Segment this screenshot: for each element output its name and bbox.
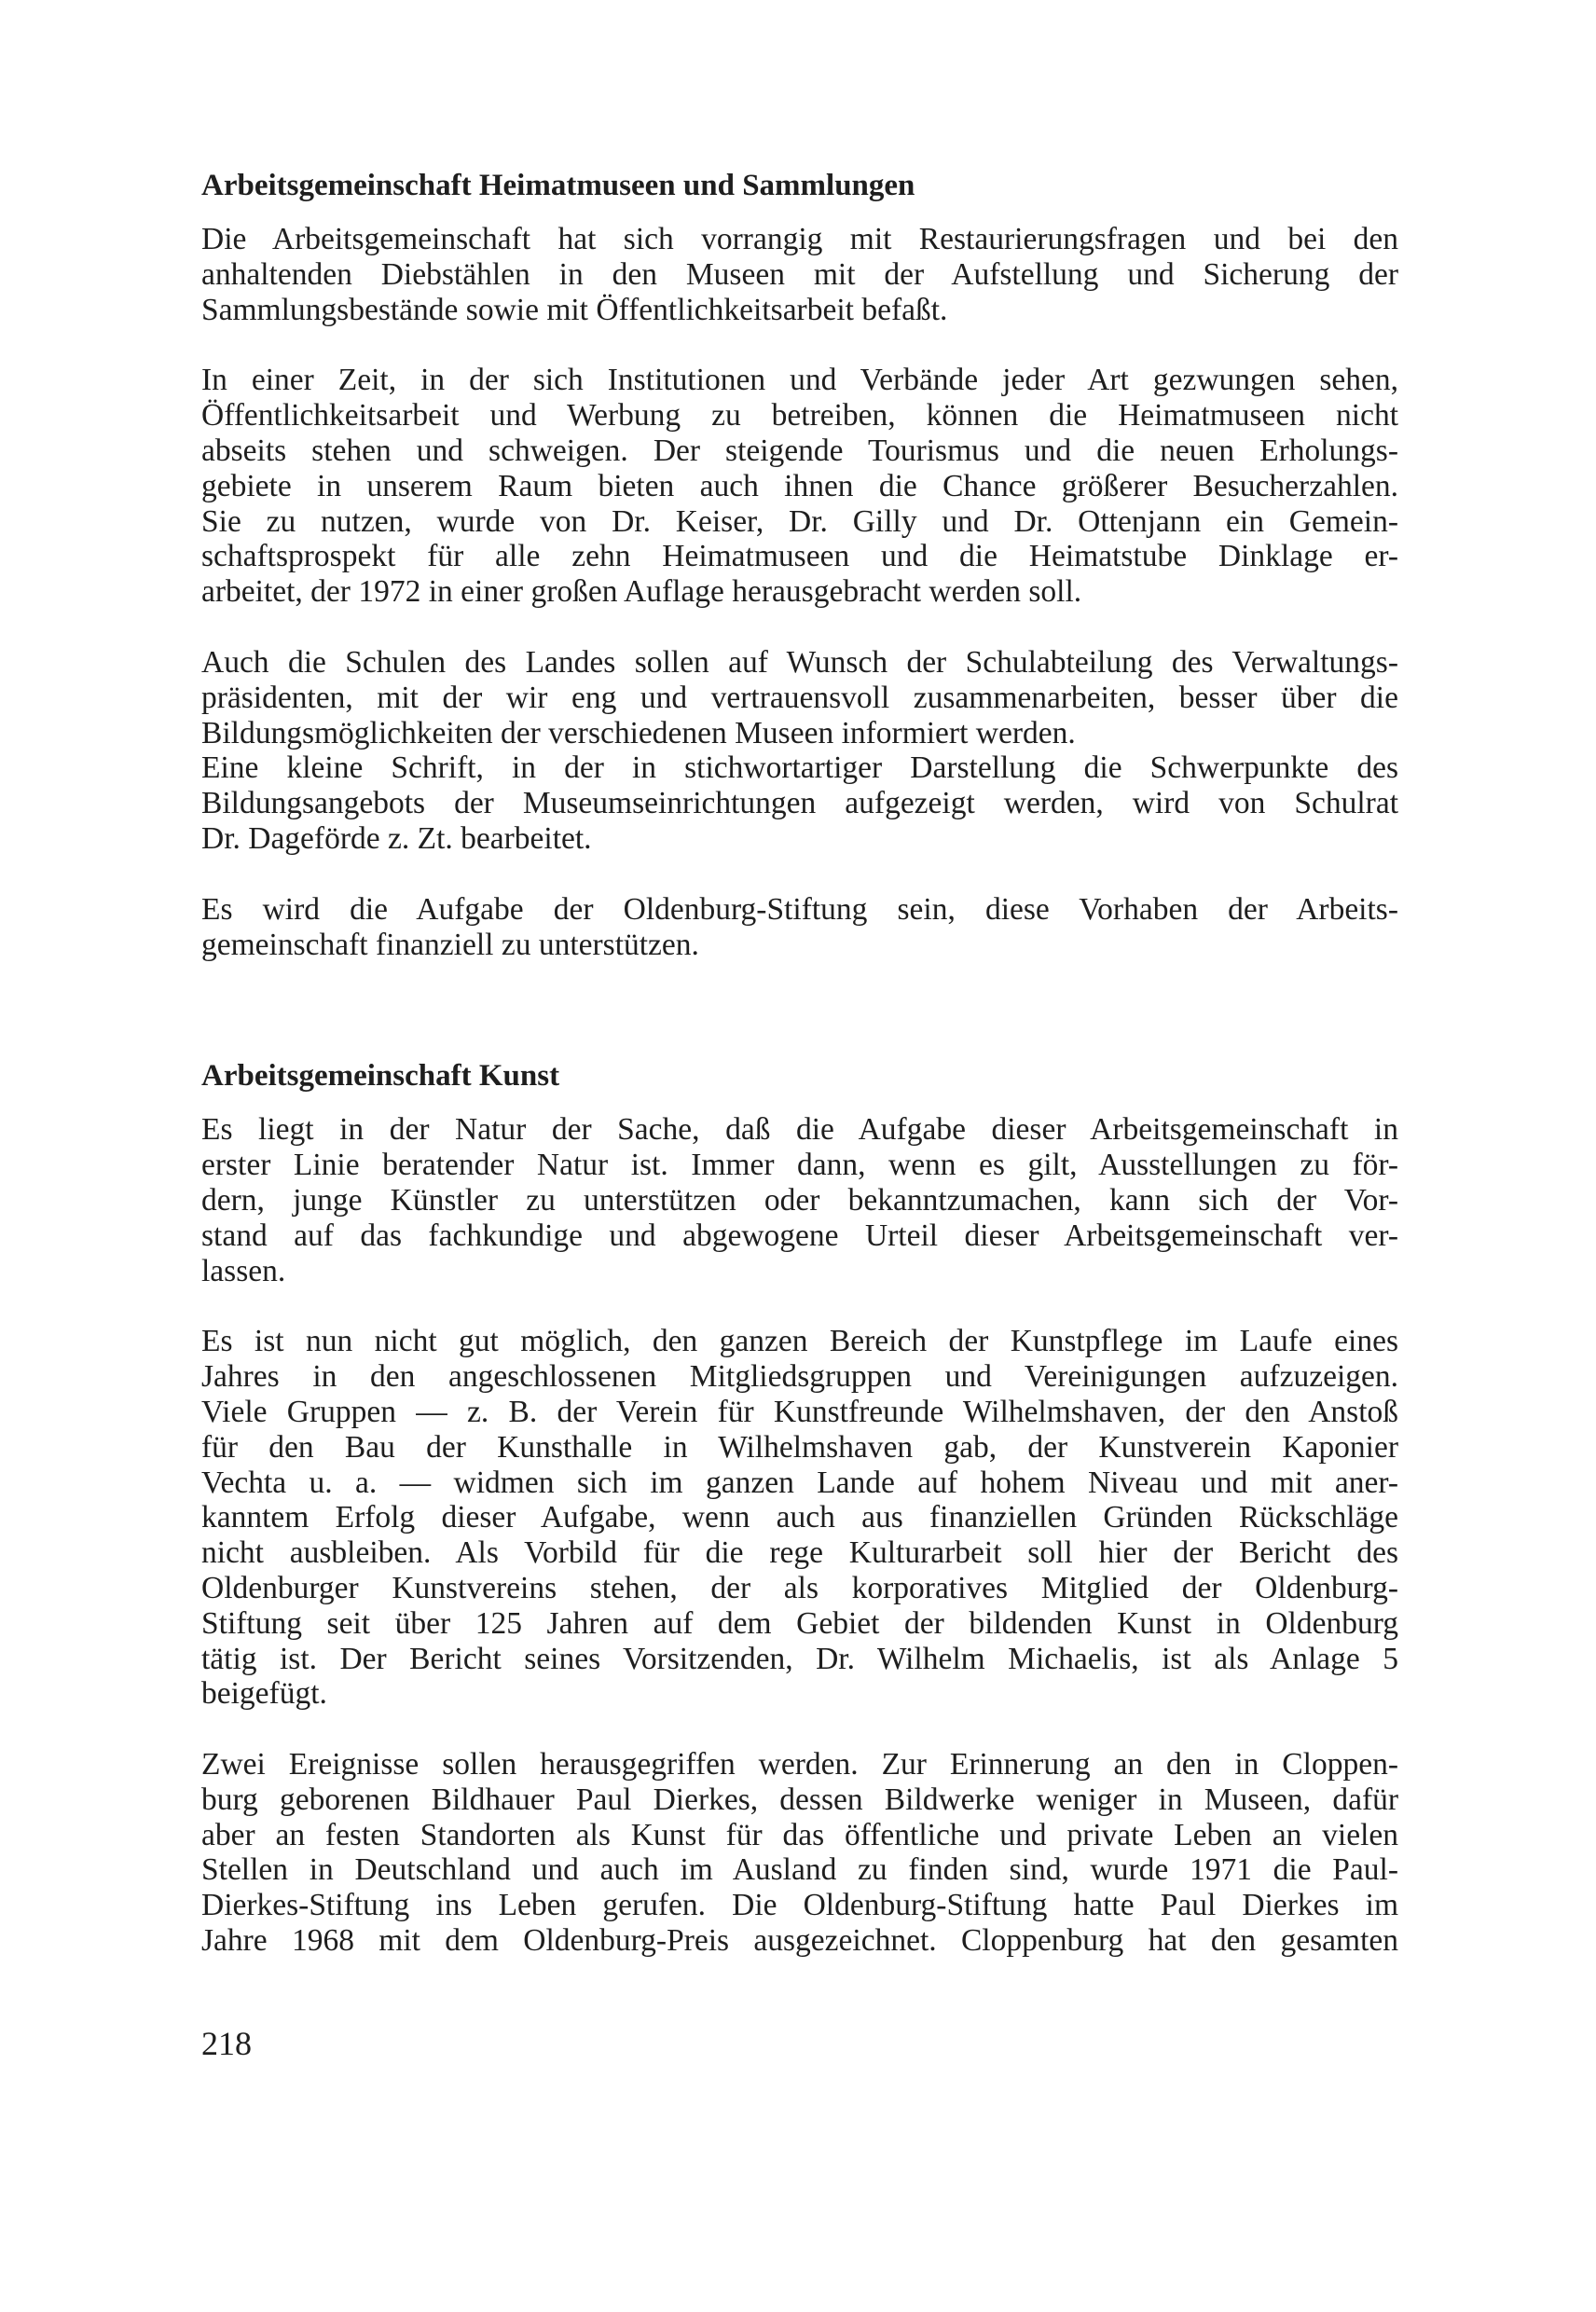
paragraph [201, 1747, 1398, 1959]
text-line: tätig ist. Der Bericht seines Vorsitzenden, Dr. Wilhelm Michaelis, ist als Anlage 5 [201, 1641, 1398, 1676]
text-line: Vechta u. a. — widmen sich im ganzen Lande auf hohem Niveau und mit aner- [201, 1465, 1398, 1500]
text-line: Bildungsmöglichkeiten der verschiedenen Museen informiert werden. [201, 715, 1076, 750]
text-line: Jahres in den angeschlossenen Mitgliedsgruppen und Vereinigungen aufzuzeigen. [201, 1359, 1398, 1395]
text-line: anhaltenden Diebstählen in den Museen mit der Aufstellung und Sicherung der [201, 256, 1398, 292]
text-line: Es liegt in der Natur der Sache, daß die Aufgabe dieser Arbeitsgemeinschaft in [201, 1112, 1398, 1148]
text-line: abseits stehen und schweigen. Der steigende Tourismus und die neuen Erholungs- [201, 433, 1398, 468]
paragraph [201, 222, 1398, 327]
text-line: aber an festen Standorten als Kunst für das öffentliche und private Leben an vielen [201, 1817, 1398, 1852]
text-line: arbeitet, der 1972 in einer großen Auflage herausgebracht werden soll. [201, 574, 1082, 610]
text-line: dern, junge Künstler zu unterstützen oder bekanntzumachen, kann sich der Vor- [201, 1182, 1398, 1218]
text-line: Stellen in Deutschland und auch im Ausland zu finden sind, wurde 1971 die Paul- [201, 1852, 1398, 1888]
paragraph [201, 645, 1398, 857]
paragraph [201, 1324, 1398, 1712]
text-line: stand auf das fachkundige und abgewogene Urteil dieser Arbeitsgemeinschaft ver- [201, 1218, 1398, 1253]
text-line: kanntem Erfolg dieser Aufgabe, wenn auch aus finanziellen Gründen Rückschläge [201, 1500, 1398, 1535]
paragraph [201, 363, 1398, 610]
text-line: beigefügt. [201, 1676, 327, 1712]
text-line: schaftsprospekt für alle zehn Heimatmuseen und die Heimatstube Dinklage er- [201, 539, 1398, 574]
paragraph [201, 892, 1398, 963]
text-column [201, 166, 1398, 1959]
text-line: Zwei Ereignisse sollen herausgegriffen werden. Zur Erinnerung an den in Cloppen- [201, 1747, 1398, 1782]
text-line: Es ist nun nicht gut möglich, den ganzen Bereich der Kunstpflege im Laufe eines [201, 1324, 1398, 1359]
text-line: Dr. Dageförde z. Zt. bearbeitet. [201, 820, 592, 856]
text-line: burg geborenen Bildhauer Paul Dierkes, dessen Bildwerke weniger in Museen, dafür [201, 1782, 1398, 1817]
text-line: für den Bau der Kunsthalle in Wilhelmshaven gab, der Kunstverein Kaponier [201, 1429, 1398, 1465]
text-line: nicht ausbleiben. Als Vorbild für die rege Kulturarbeit soll hier der Bericht des [201, 1535, 1398, 1571]
text-line: Stiftung seit über 125 Jahren auf dem Gebiet der bildenden Kunst in Oldenburg [201, 1605, 1398, 1641]
text-line: gebiete in unserem Raum bieten auch ihnen die Chance größerer Besucherzahlen. [201, 468, 1398, 503]
text-line: Oldenburger Kunstvereins stehen, der als korporatives Mitglied der Oldenburg- [201, 1570, 1398, 1605]
text-line: gemeinschaft finanziell zu unterstützen. [201, 927, 699, 962]
text-line: Viele Gruppen — z. B. der Verein für Kunstfreunde Wilhelmshaven, der den Anstoß [201, 1394, 1398, 1429]
text-line: Dierkes-Stiftung ins Leben gerufen. Die Oldenburg-Stiftung hatte Paul Dierkes im [201, 1888, 1398, 1923]
text-line: Öffentlichkeitsarbeit und Werbung zu betreiben, können die Heimatmuseen nicht [201, 398, 1398, 434]
text-line: Die Arbeitsgemeinschaft hat sich vorrangig mit Restaurierungsfragen und bei den [201, 222, 1398, 256]
paragraph [201, 1112, 1398, 1288]
text-line: Es wird die Aufgabe der Oldenburg-Stiftung sein, diese Vorhaben der Arbeits- [201, 891, 1398, 927]
text-line: In einer Zeit, in der sich Institutionen und Verbände jeder Art gezwungen sehen, [201, 363, 1398, 398]
text-line: Jahre 1968 mit dem Oldenburg-Preis ausgezeichnet. Cloppenburg hat den gesamten [201, 1923, 1398, 1959]
text-line: Sammlungsbestände sowie mit Öffentlichkeitsarbeit befaßt. [201, 292, 948, 327]
section-heading-kunst: Arbeitsgemeinschaft Kunst [201, 1059, 560, 1094]
page-number: 218 [201, 2025, 252, 2062]
text-line: Eine kleine Schrift, in der in stichwortartiger Darstellung die Schwerpunkte des [201, 750, 1398, 786]
text-line: Bildungsangebots der Museumseinrichtungen aufgezeigt werden, wird von Schulrat [201, 786, 1398, 821]
text-line: erster Linie beratender Natur ist. Immer dann, wenn es gilt, Ausstellungen zu för- [201, 1148, 1398, 1183]
text-line: Sie zu nutzen, wurde von Dr. Keiser, Dr. Gilly und Dr. Ottenjann ein Gemein- [201, 503, 1398, 539]
text-line: Auch die Schulen des Landes sollen auf Wunsch der Schulabteilung des Verwaltungs- [201, 644, 1398, 680]
text-line: präsidenten, mit der wir eng und vertrauensvoll zusammenarbeiten, besser über die [201, 680, 1398, 715]
text-line: lassen. [201, 1253, 286, 1288]
section-heading-heimatmuseen: Arbeitsgemeinschaft Heimatmuseen und Sammlungen [201, 169, 915, 202]
